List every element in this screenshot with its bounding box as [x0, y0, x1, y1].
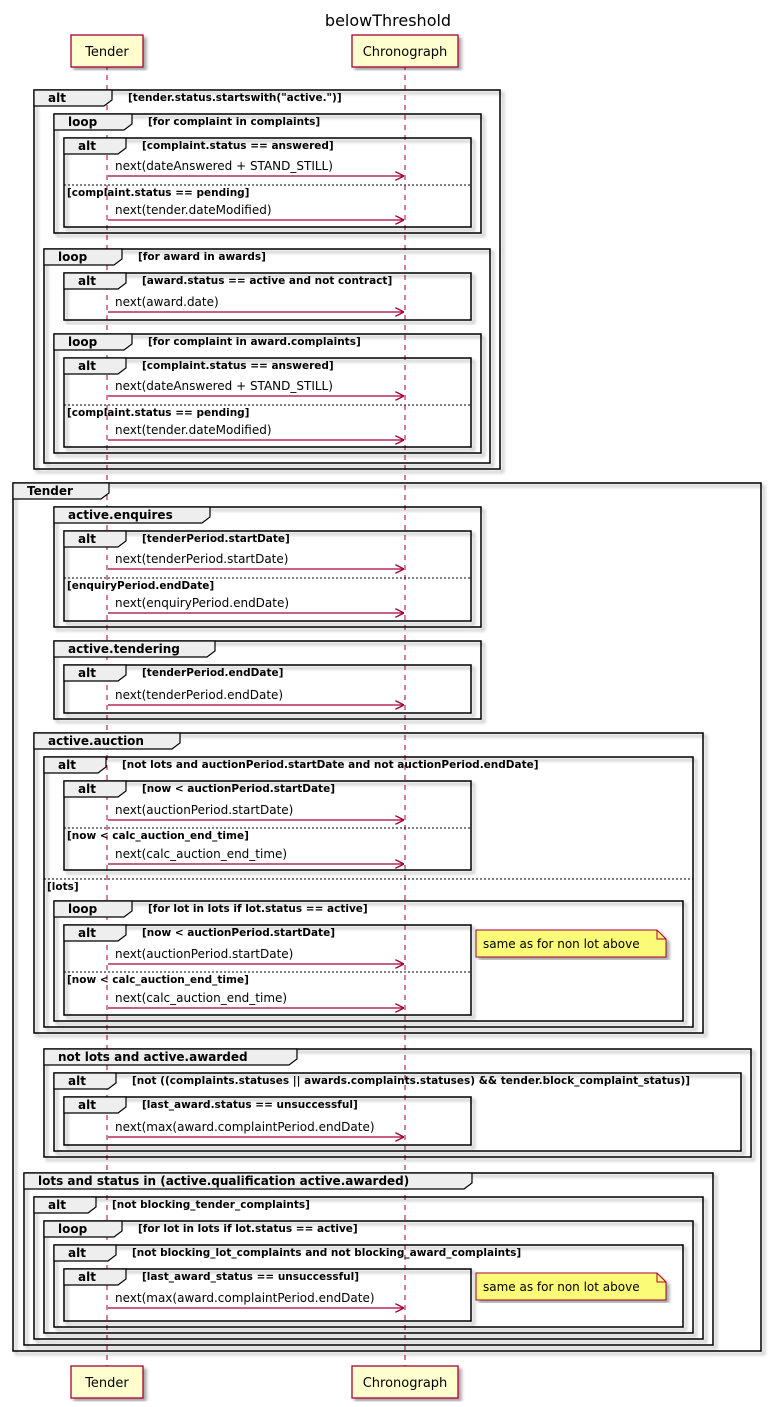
frame-keyword: active.auction: [48, 734, 144, 748]
message-label: next(max(award.complaintPeriod.endDate): [115, 1120, 375, 1134]
frame-keyword: alt: [68, 1074, 86, 1088]
frame-guard: [for award in awards]: [138, 251, 266, 263]
note-text: same as for non lot above: [483, 1280, 640, 1294]
frame-else-guard: [complaint.status == pending]: [67, 407, 250, 419]
frame-keyword: loop: [68, 335, 98, 349]
frame-keyword: active.enquires: [68, 508, 173, 522]
message-label: next(tender.dateModified): [115, 203, 272, 217]
message: [108, 159, 404, 176]
message: [108, 991, 404, 1008]
frame-keyword: alt: [78, 666, 96, 680]
frame-guard: [tenderPeriod.startDate]: [142, 533, 290, 545]
frame-guard: [now < auctionPeriod.startDate]: [142, 927, 335, 939]
frame-else-guard: [enquiryPeriod.endDate]: [67, 580, 215, 592]
frame-guard: [now < auctionPeriod.startDate]: [142, 783, 335, 795]
frame-guard: [not ((complaints.statuses || awards.complaints.statuses) && tender.block_complaint_status)]: [132, 1075, 691, 1087]
message: [108, 379, 404, 396]
message: [108, 947, 404, 964]
frame-f14: [54, 1073, 741, 1151]
frame-keyword: alt: [68, 1246, 86, 1260]
note-text: same as for non lot above: [483, 937, 640, 951]
frame-keyword: alt: [78, 1098, 96, 1112]
frame-else-guard: [lots]: [47, 881, 79, 893]
message: [108, 1291, 404, 1308]
message-label: next(dateAnswered + STAND_STILL): [115, 379, 333, 393]
frame-guard: [award.status == active and not contract]: [142, 275, 393, 287]
frame-keyword: alt: [78, 782, 96, 796]
message: [108, 847, 404, 864]
frame-keyword: loop: [58, 250, 88, 264]
svg-text:Tender: Tender: [85, 1376, 129, 1391]
frame-guard: [for complaint in complaints]: [148, 116, 321, 128]
frame-else-guard: [now < calc_auction_end_time]: [67, 830, 249, 842]
message: [108, 552, 404, 569]
frame-keyword: alt: [78, 532, 96, 546]
message: [108, 203, 404, 220]
svg-text:Chronograph: Chronograph: [362, 1376, 448, 1391]
frame-guard: [not blocking_lot_complaints and not blocking_award_complaints]: [132, 1247, 522, 1259]
frame-guard: [not blocking_tender_complaints]: [112, 1199, 310, 1211]
frame-keyword: loop: [68, 902, 98, 916]
frame-guard: [complaint.status == answered]: [142, 360, 334, 372]
frame-g4: [34, 733, 703, 1033]
frame-else-guard: [complaint.status == pending]: [67, 187, 250, 199]
frame-keyword: alt: [78, 926, 96, 940]
participant-tender-bottom: [71, 1366, 143, 1398]
frame-keyword: not lots and active.awarded: [58, 1050, 248, 1064]
frames-layer: [13, 90, 761, 1351]
frame-guard: [for complaint in award.complaints]: [148, 336, 361, 348]
frame-guard: [for lot in lots if lot.status == active]: [138, 1223, 358, 1235]
frame-f10: [44, 757, 693, 1027]
message-label: next(enquiryPeriod.endDate): [115, 596, 290, 610]
diagram-title: belowThreshold: [324, 11, 452, 30]
message-label: next(tenderPeriod.endDate): [115, 688, 284, 702]
frame-guard: [tender.status.startswith("active.")]: [128, 92, 342, 104]
frame-keyword: alt: [78, 1270, 96, 1284]
frame-keyword: loop: [58, 1222, 88, 1236]
frame-keyword: alt: [78, 139, 96, 153]
message: [108, 596, 404, 613]
message-label: next(calc_auction_end_time): [115, 847, 288, 861]
frame-keyword: alt: [78, 274, 96, 288]
message: [108, 688, 404, 705]
message: [108, 423, 404, 440]
svg-text:Tender: Tender: [85, 45, 129, 60]
frame-guard: [complaint.status == answered]: [142, 140, 334, 152]
message-label: next(calc_auction_end_time): [115, 991, 288, 1005]
frame-keyword: lots and status in (active.qualification active.awarded): [38, 1174, 410, 1188]
message-label: next(max(award.complaintPeriod.endDate): [115, 1291, 375, 1305]
message-label: next(auctionPeriod.startDate): [115, 803, 294, 817]
frame-keyword: alt: [48, 91, 66, 105]
participant-tender-top: [71, 35, 143, 67]
frame-keyword: loop: [68, 115, 98, 129]
frame-guard: [last_award_status == unsuccessful]: [142, 1271, 360, 1283]
frame-keyword: alt: [58, 758, 76, 772]
message-label: next(tender.dateModified): [115, 423, 272, 437]
participant-chronograph-top: [352, 35, 458, 67]
message-label: next(tenderPeriod.startDate): [115, 552, 289, 566]
frame-else-guard: [now < calc_auction_end_time]: [67, 974, 249, 986]
frame-keyword: Tender: [27, 484, 73, 498]
frame-guard: [for lot in lots if lot.status == active]: [148, 903, 368, 915]
frame-guard: [not lots and auctionPeriod.startDate and not auctionPeriod.endDate]: [122, 759, 539, 771]
frame-keyword: active.tendering: [68, 642, 180, 656]
message: [108, 1120, 404, 1137]
note: [476, 930, 666, 957]
note: [476, 1273, 666, 1300]
message: [108, 295, 404, 312]
message: [108, 803, 404, 820]
frame-keyword: alt: [48, 1198, 66, 1212]
svg-text:Chronograph: Chronograph: [362, 45, 448, 60]
frame-f16: [34, 1197, 703, 1339]
message-label: next(auctionPeriod.startDate): [115, 947, 294, 961]
frame-keyword: alt: [78, 359, 96, 373]
frame-guard: [last_award.status == unsuccessful]: [142, 1099, 358, 1111]
message-label: next(dateAnswered + STAND_STILL): [115, 159, 333, 173]
frame-guard: [tenderPeriod.endDate]: [142, 667, 284, 679]
message-label: next(award.date): [115, 295, 219, 309]
participant-chronograph-bottom: [352, 1366, 458, 1398]
